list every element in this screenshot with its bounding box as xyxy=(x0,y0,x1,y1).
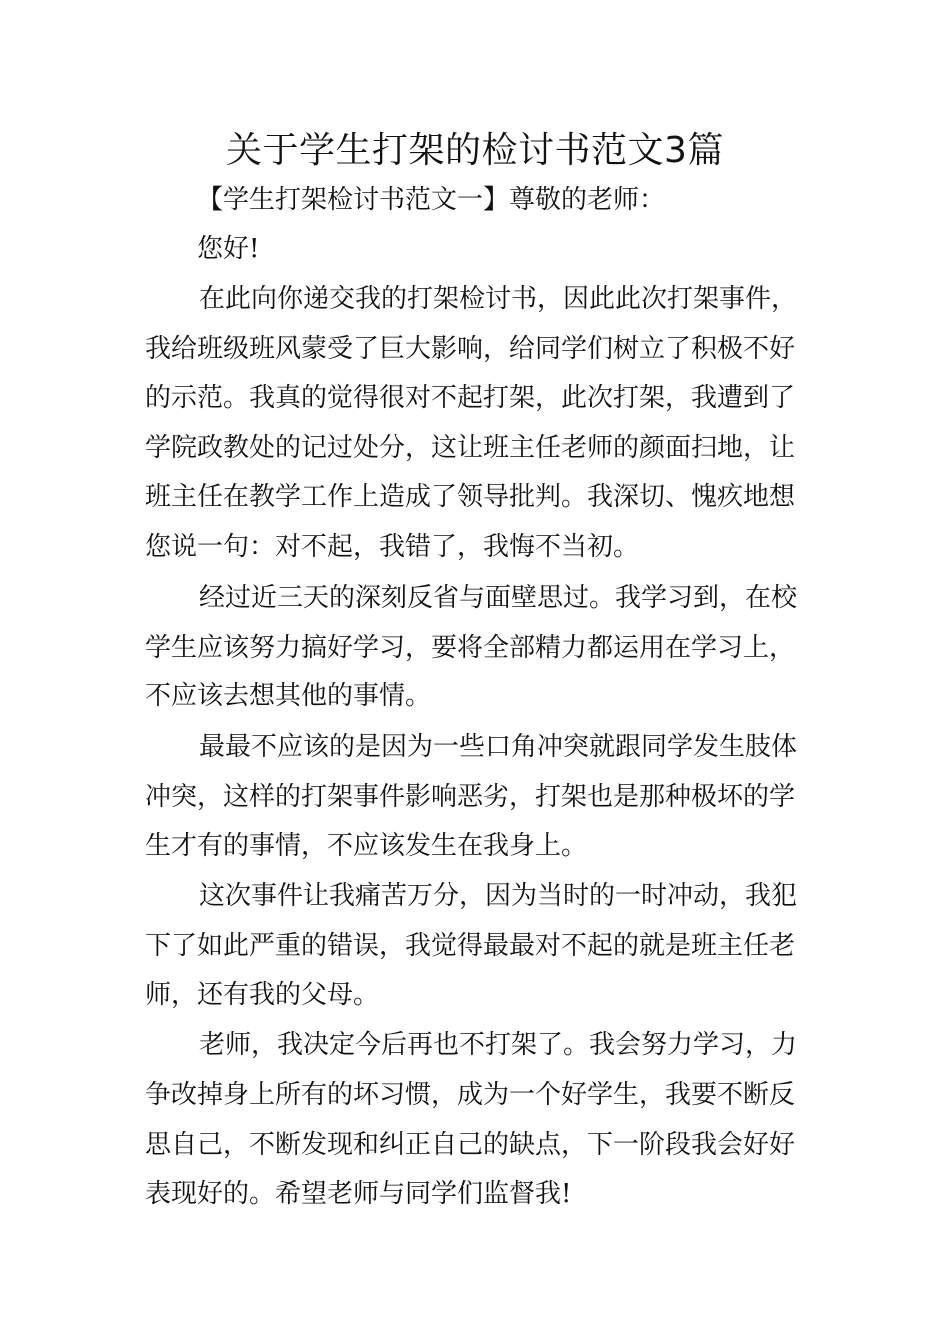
greeting-line: 您好! xyxy=(197,234,260,264)
paragraph-line: 学生应该努力搞好学习，要将全部精力都运用在学习上， xyxy=(145,633,796,663)
paragraph-line: 学院政教处的记过处分，这让班主任老师的颜面扫地，让 xyxy=(145,433,796,463)
paragraph-line: 班主任在教学工作上造成了领导批判。我深切、愧疚地想 xyxy=(145,482,796,512)
paragraph-line: 生才有的事情，不应该发生在我身上。 xyxy=(145,831,588,861)
paragraph-line: 最最不应该的是因为一些口角冲突就跟同学发生肢体 xyxy=(199,732,798,762)
paragraph-line: 在此向你递交我的打架检讨书，因此此次打架事件， xyxy=(199,284,798,314)
paragraph-line: 老师，我决定今后再也不打架了。我会努力学习，力 xyxy=(199,1030,798,1060)
paragraph-line: 我给班级班风蒙受了巨大影响，给同学们树立了积极不好 xyxy=(145,334,796,364)
paragraph-line: 您说一句：对不起，我错了，我悔不当初。 xyxy=(145,532,640,562)
section-heading: 【学生打架检讨书范文一】尊敬的老师： xyxy=(197,185,666,215)
paragraph-line: 的示范。我真的觉得很对不起打架，此次打架，我遭到了 xyxy=(145,383,796,413)
paragraph-line: 冲突，这样的打架事件影响恶劣，打架也是那种极坏的学 xyxy=(145,782,796,812)
paragraph-line: 不应该去想其他的事情。 xyxy=(145,681,432,711)
paragraph-line: 师，还有我的父母。 xyxy=(145,980,380,1010)
paragraph-line: 思自己，不断发现和纠正自己的缺点，下一阶段我会好好 xyxy=(145,1130,796,1160)
paragraph-line: 争改掉身上所有的坏习惯，成为一个好学生，我要不断反 xyxy=(145,1080,796,1110)
paragraph-line: 表现好的。希望老师与同学们监督我! xyxy=(145,1179,572,1209)
paragraph-line: 这次事件让我痛苦万分，因为当时的一时冲动，我犯 xyxy=(199,881,798,911)
paragraph-line: 经过近三天的深刻反省与面壁思过。我学习到，在校 xyxy=(199,583,798,613)
paragraph-line: 下了如此严重的错误，我觉得最最对不起的就是班主任老 xyxy=(145,931,796,961)
document-title: 关于学生打架的检讨书范文3篇 xyxy=(226,130,724,171)
